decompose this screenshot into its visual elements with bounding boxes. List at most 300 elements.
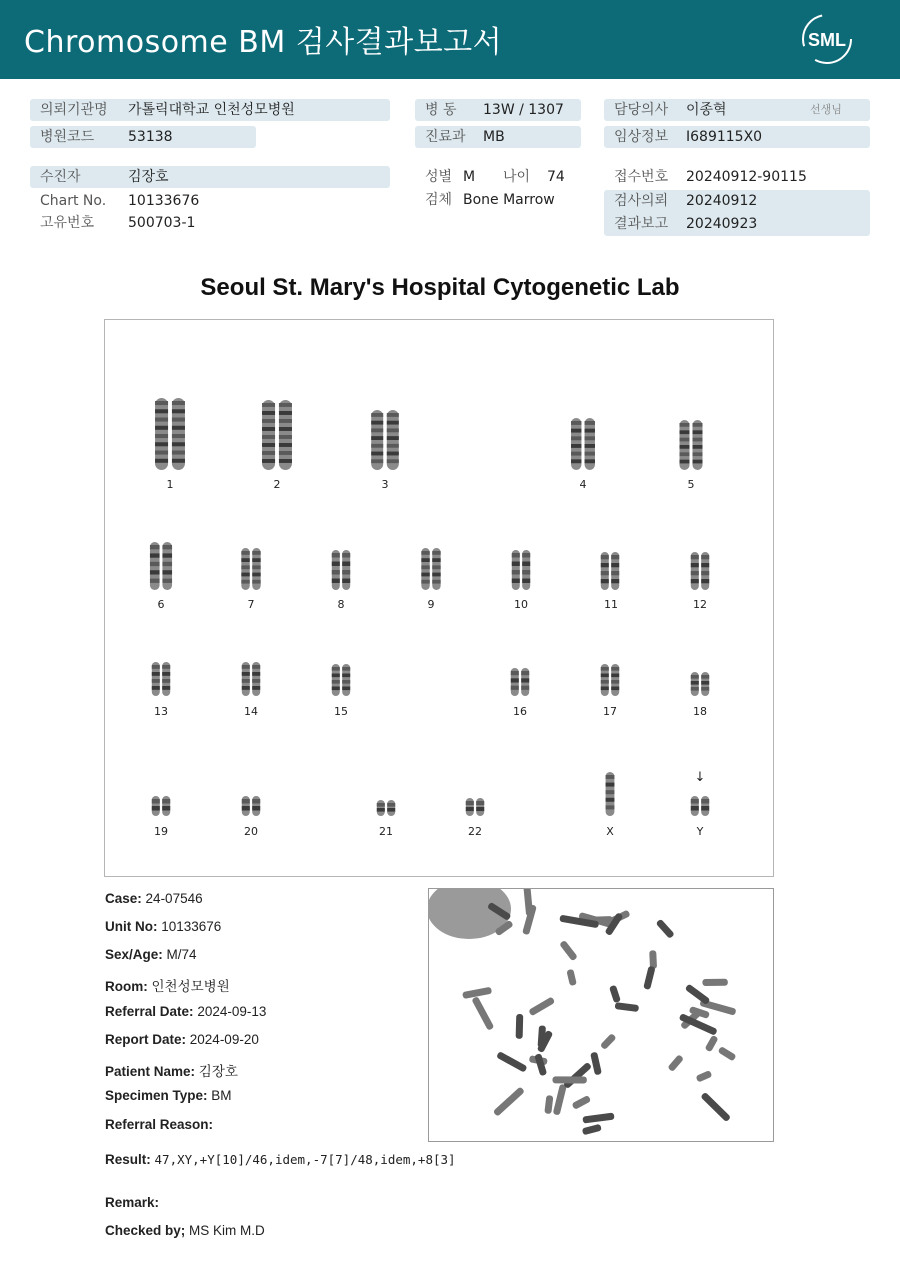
chromosome-label: 5	[687, 478, 695, 491]
unit-line: Unit No: 10133676	[105, 919, 222, 934]
metaphase-chromosome	[667, 1054, 684, 1072]
chromosome-pair	[601, 552, 619, 590]
chromosome-band	[279, 435, 292, 439]
chromosome-band	[571, 436, 581, 440]
chromosome-band	[466, 801, 474, 805]
unique-field	[30, 212, 390, 234]
case-value: 24-07546	[145, 891, 203, 906]
chromosome-band	[150, 553, 160, 557]
chromosome-band	[387, 452, 399, 456]
chromosome-pair	[242, 796, 260, 816]
chromosome-band	[152, 679, 160, 683]
chromosome-band	[585, 436, 595, 440]
receipt-label: 접수번호	[614, 169, 669, 185]
chromosome-band	[606, 790, 615, 794]
unique-label: 고유번호	[40, 215, 95, 231]
department-value: MB	[483, 129, 505, 145]
chromosome-band	[252, 573, 260, 577]
chromosome-band	[611, 667, 619, 671]
chromosome-band	[466, 807, 474, 811]
chromosome-band	[152, 799, 160, 804]
chromosome-band	[701, 687, 709, 691]
metaphase-chromosome	[649, 950, 657, 969]
chromosome-band	[242, 665, 250, 669]
metaphase-chromosome	[643, 966, 655, 990]
chromosome-label: 12	[693, 598, 707, 611]
chromosome-band	[371, 444, 383, 448]
sex-label: 성별	[425, 169, 453, 185]
chromosome-band	[150, 545, 160, 549]
chromosome-band	[611, 571, 619, 575]
chromosome-band	[152, 686, 160, 690]
chromosome-pair	[262, 400, 292, 470]
doctor-field	[604, 99, 870, 121]
chromosome-band	[332, 579, 340, 584]
chromosome-band	[611, 680, 619, 684]
chromosome-pair	[242, 662, 260, 696]
chromosome-band	[512, 562, 520, 567]
chromosome-band	[691, 687, 699, 691]
chromosome-band	[387, 444, 399, 448]
chromosome-band	[150, 579, 160, 583]
chromosome-label: 20	[244, 825, 258, 838]
chromosome-band	[611, 674, 619, 678]
chromosome-band	[279, 403, 292, 407]
chromosome-pair	[511, 668, 529, 696]
chromosome-band	[421, 573, 429, 577]
chromosome-band	[571, 444, 581, 448]
chromosome-band	[693, 430, 703, 434]
chromosome-band	[606, 798, 615, 802]
chromosome-band	[241, 573, 249, 577]
chromosome-band	[606, 775, 615, 779]
chromosome-label: 6	[157, 598, 165, 611]
metaphase-chromosome	[685, 984, 711, 1006]
chromosome-band	[262, 435, 275, 439]
chromosome-band	[511, 686, 519, 690]
chromosome-label: X	[606, 825, 614, 838]
chromosome-band	[601, 571, 609, 575]
clinical-value: I689115X0	[686, 129, 763, 145]
chromosome-label: 19	[154, 825, 168, 838]
chromosome-band	[571, 421, 581, 425]
chromosome-band	[342, 674, 350, 678]
chromosome-band	[155, 442, 168, 446]
chromosome-band	[342, 570, 350, 575]
chromosome-band	[371, 428, 383, 432]
chromosome-band	[691, 571, 699, 575]
institution-value: 가톨릭대학교 인천성모병원	[128, 102, 295, 118]
chromosome-band	[252, 580, 260, 584]
metaphase-chromosome	[566, 969, 577, 986]
chromosome-band	[371, 413, 383, 417]
report-date-value: 2024-09-20	[189, 1032, 259, 1047]
chromosome-pair	[152, 796, 170, 816]
ward-field	[415, 99, 581, 121]
chromosome-band	[680, 423, 690, 427]
chromosome-band	[342, 562, 350, 567]
chromosome-pair	[152, 662, 170, 696]
chromosome-band	[421, 580, 429, 584]
chromosome-band	[342, 687, 350, 691]
chromosome-band	[521, 686, 529, 690]
chromosome-pair	[155, 398, 185, 470]
chromosome-band	[701, 579, 709, 583]
chromosome-band	[693, 423, 703, 427]
chromosome-band	[252, 679, 260, 683]
chromosome-band	[371, 459, 383, 463]
metaphase-chromosome	[696, 1070, 713, 1083]
chromosome-band	[585, 429, 595, 433]
metaphase-chromosome	[582, 1113, 614, 1124]
chromosome-label: Y	[696, 825, 704, 838]
institution-field	[30, 99, 390, 121]
chromosome-band	[701, 675, 709, 679]
chromosome-label: 14	[244, 705, 258, 718]
chromosome-band	[332, 687, 340, 691]
metaphase-chromosome	[718, 1046, 737, 1061]
chromosome-pair	[571, 418, 595, 470]
chromosome-band	[701, 681, 709, 685]
chromosome-band	[522, 579, 530, 584]
request-value: 20240912	[686, 193, 758, 209]
chromosome-band	[242, 672, 250, 676]
chromosome-band	[172, 401, 185, 405]
chromosome-band	[691, 563, 699, 567]
chromosome-band	[693, 460, 703, 464]
chromosome-band	[252, 672, 260, 676]
chromosome-band	[241, 558, 249, 562]
chromosome-band	[162, 799, 170, 804]
chromosome-pair	[466, 798, 484, 816]
chromosome-band	[387, 459, 399, 463]
metaphase-chromosome	[590, 1052, 602, 1076]
chromosome-band	[150, 562, 160, 566]
chromosome-band	[377, 803, 385, 807]
chromosome-band	[693, 452, 703, 456]
chromosome-band	[262, 419, 275, 423]
chromosome-band	[691, 681, 699, 685]
chromosome-pair	[421, 548, 440, 590]
chromosome-band	[601, 674, 609, 678]
specimen-type-line: Specimen Type: BM	[105, 1088, 232, 1103]
chromosome-band	[262, 459, 275, 463]
chromosome-band	[241, 551, 249, 555]
chromosome-band	[332, 674, 340, 678]
unit-value: 10133676	[161, 919, 222, 934]
chromosome-band	[155, 451, 168, 455]
chromosome-label: 4	[579, 478, 587, 491]
chromosome-pair	[680, 420, 703, 470]
chromosome-pair	[691, 552, 709, 590]
chromosome-band	[172, 451, 185, 455]
metaphase-image	[428, 888, 774, 1142]
chromosome-label: 9	[427, 598, 435, 611]
chromosome-band	[332, 667, 340, 671]
chromosome-pair	[371, 410, 399, 470]
chromosome-band	[252, 806, 260, 811]
clinical-label: 임상정보	[614, 129, 669, 145]
chromosome-band	[155, 418, 168, 422]
chromosome-band	[511, 678, 519, 682]
sex-value: M	[463, 169, 476, 185]
chromosome-band	[162, 806, 170, 811]
dates-block	[604, 190, 870, 236]
chromosome-label: 17	[603, 705, 617, 718]
chromosome-band	[432, 565, 440, 569]
chromosome-band	[332, 553, 340, 558]
chromosome-band	[571, 429, 581, 433]
chromosome-band	[512, 579, 520, 584]
sexage-value: M/74	[166, 947, 197, 962]
unique-value: 500703-1	[128, 215, 196, 231]
chromosome-band	[571, 452, 581, 456]
chart-value: 10133676	[128, 193, 200, 209]
chromosome-band	[512, 553, 520, 558]
chromosome-band	[432, 551, 440, 555]
chromosome-band	[522, 570, 530, 575]
chromosome-band	[476, 801, 484, 805]
chromosome-pair	[691, 796, 709, 816]
chromosome-band	[155, 401, 168, 405]
doctor-value: 이종혁	[686, 102, 727, 118]
chromosome-band	[252, 686, 260, 690]
chromosome-band	[522, 553, 530, 558]
age-label: 나이	[503, 169, 531, 185]
chromosome-band	[332, 570, 340, 575]
chromosome-band	[680, 430, 690, 434]
chromosome-band	[387, 808, 395, 812]
chromosome-band	[152, 665, 160, 669]
chromosome-band	[262, 411, 275, 415]
chromosome-band	[701, 571, 709, 575]
chromosome-label: 10	[514, 598, 528, 611]
chromosome-band	[421, 551, 429, 555]
chromosome-band	[432, 558, 440, 562]
chromosome-band	[522, 562, 530, 567]
chromosome-band	[172, 409, 185, 413]
chromosome-label: 1	[166, 478, 174, 491]
result-line: Result: 47,XY,+Y[10]/46,idem,-7[7]/48,idem,+8[3]	[105, 1152, 456, 1167]
chromosome-band	[262, 427, 275, 431]
chromosome-band	[432, 580, 440, 584]
chromosome-band	[172, 418, 185, 422]
chromosome-band	[680, 445, 690, 449]
metaphase-chromosome	[571, 1095, 591, 1110]
chromosome-band	[701, 555, 709, 559]
chromosome-band	[585, 421, 595, 425]
department-field	[415, 126, 581, 148]
metaphase-chromosome	[702, 979, 727, 986]
chromosome-band	[332, 562, 340, 567]
chromosome-band	[262, 403, 275, 407]
metaphase-chromosome	[462, 987, 492, 999]
patient-field	[30, 166, 390, 188]
chromosome-band	[279, 451, 292, 455]
chromosome-band	[162, 672, 170, 676]
checked-line: Checked by; MS Kim M.D	[105, 1223, 265, 1238]
chromosome-band	[377, 808, 385, 812]
chromosome-band	[172, 442, 185, 446]
chromosome-band	[387, 803, 395, 807]
chromosome-band	[571, 459, 581, 463]
chromosome-band	[242, 806, 250, 811]
case-line: Case: 24-07546	[105, 891, 203, 906]
chromosome-band	[521, 671, 529, 675]
chromosome-band	[252, 558, 260, 562]
metaphase-chromosome	[559, 940, 578, 961]
chromosome-band	[611, 579, 619, 583]
doctor-suffix: 선생님	[810, 103, 842, 116]
referral-reason-line: Referral Reason:	[105, 1117, 214, 1132]
chromosome-label: 2	[273, 478, 281, 491]
chromosome-pair	[150, 542, 172, 590]
chromosome-pair	[606, 772, 615, 816]
chromosome-band	[242, 686, 250, 690]
chromosome-band	[162, 553, 172, 557]
chromosome-band	[371, 421, 383, 425]
patient-label: 수진자	[40, 169, 81, 185]
receipt-value: 20240912-90115	[686, 169, 807, 185]
chromosome-band	[521, 678, 529, 682]
chromosome-band	[262, 443, 275, 447]
patient-name-value: 김장호	[198, 1064, 238, 1079]
chromosome-band	[511, 671, 519, 675]
chromosome-band	[680, 438, 690, 442]
chromosome-band	[601, 680, 609, 684]
chromosome-band	[601, 667, 609, 671]
metaphase-chromosome	[600, 1033, 617, 1050]
chromosome-band	[279, 419, 292, 423]
chromosome-band	[152, 672, 160, 676]
chromosome-band	[512, 570, 520, 575]
receipt-field	[604, 166, 870, 188]
chromosome-band	[601, 555, 609, 559]
chromosome-band	[691, 555, 699, 559]
chromosome-band	[252, 665, 260, 669]
chromosome-band	[172, 459, 185, 463]
chromosome-band	[279, 459, 292, 463]
report-header	[0, 0, 900, 79]
referral-date-line: Referral Date: 2024-09-13	[105, 1004, 267, 1019]
chromosome-band	[432, 573, 440, 577]
chromosome-band	[342, 667, 350, 671]
metaphase-chromosome	[705, 1035, 719, 1053]
report-title: Chromosome BM 검사결과보고서	[24, 25, 503, 60]
chromosome-band	[387, 421, 399, 425]
metaphase-chromosome	[553, 1084, 567, 1116]
chromosome-band	[155, 459, 168, 463]
sex-age-field	[415, 166, 595, 188]
chromosome-band	[279, 427, 292, 431]
ward-value: 13W / 1307	[483, 102, 564, 118]
chromosome-band	[601, 579, 609, 583]
chromosome-pair	[332, 550, 350, 590]
metaphase-chromosome	[552, 1076, 586, 1083]
chromosome-band	[242, 799, 250, 804]
specimen-type-value: BM	[211, 1088, 232, 1103]
chromosome-band	[252, 551, 260, 555]
chromosome-band	[279, 411, 292, 415]
specimen-field	[415, 189, 595, 211]
chromosome-label: 8	[337, 598, 345, 611]
chromosome-band	[701, 563, 709, 567]
metaphase-chromosome	[496, 1051, 528, 1073]
chromosome-band	[371, 452, 383, 456]
request-label: 검사의뢰	[614, 193, 669, 209]
result-value: 47,XY,+Y[10]/46,idem,-7[7]/48,idem,+8[3]	[154, 1152, 456, 1167]
logo-text: SML	[808, 30, 846, 50]
chromosome-pair	[241, 548, 260, 590]
chromosome-band	[252, 565, 260, 569]
chromosome-band	[241, 580, 249, 584]
chromosome-band	[611, 555, 619, 559]
room-value: 인천성모병원	[151, 979, 230, 994]
chromosome-band	[606, 783, 615, 787]
chromosome-label: 15	[334, 705, 348, 718]
report-date-line: Report Date: 2024-09-20	[105, 1032, 259, 1047]
chromosome-band	[611, 563, 619, 567]
chromosome-pair	[512, 550, 530, 590]
report-label: 결과보고	[614, 216, 669, 232]
chromosome-band	[155, 434, 168, 438]
specimen-label: 검체	[425, 192, 453, 208]
chromosome-band	[421, 558, 429, 562]
chromosome-band	[585, 452, 595, 456]
chromosome-label: 22	[468, 825, 482, 838]
sexage-line: Sex/Age: M/74	[105, 947, 197, 962]
chromosome-band	[601, 563, 609, 567]
chromosome-band	[262, 451, 275, 455]
hospital-code-label: 병원코드	[40, 129, 95, 145]
chromosome-band	[279, 443, 292, 447]
chromosome-band	[691, 675, 699, 679]
chromosome-band	[387, 436, 399, 440]
age-value: 74	[547, 169, 565, 185]
metaphase-chromosome	[544, 1095, 553, 1114]
institution-label: 의뢰기관명	[40, 102, 108, 118]
chromosome-band	[162, 686, 170, 690]
chromosome-pair	[332, 664, 350, 696]
chromosome-band	[242, 679, 250, 683]
report-value: 20240923	[686, 216, 758, 232]
chromosome-band	[680, 460, 690, 464]
chromosome-label: 16	[513, 705, 527, 718]
chromosome-label: 18	[693, 705, 707, 718]
chromosome-band	[371, 436, 383, 440]
chart-field	[30, 190, 390, 212]
chromosome-band	[585, 444, 595, 448]
chromosome-band	[162, 570, 172, 574]
chromosome-band	[162, 562, 172, 566]
metaphase-chromosome	[522, 904, 537, 935]
chromosome-band	[606, 805, 615, 809]
clinical-field	[604, 126, 870, 148]
chromosome-band	[387, 428, 399, 432]
chromosome-band	[421, 565, 429, 569]
metaphase-chromosome	[615, 1002, 639, 1012]
chromosome-band	[155, 426, 168, 430]
chromosome-label: 11	[604, 598, 618, 611]
chromosome-pair	[601, 664, 619, 696]
chromosome-band	[342, 680, 350, 684]
chromosome-band	[172, 426, 185, 430]
patient-name-line: Patient Name: 김장호	[105, 1064, 238, 1079]
chromosome-label: 3	[381, 478, 389, 491]
patient-value: 김장호	[128, 169, 169, 185]
chromosome-band	[476, 807, 484, 811]
chromosome-band	[152, 806, 160, 811]
